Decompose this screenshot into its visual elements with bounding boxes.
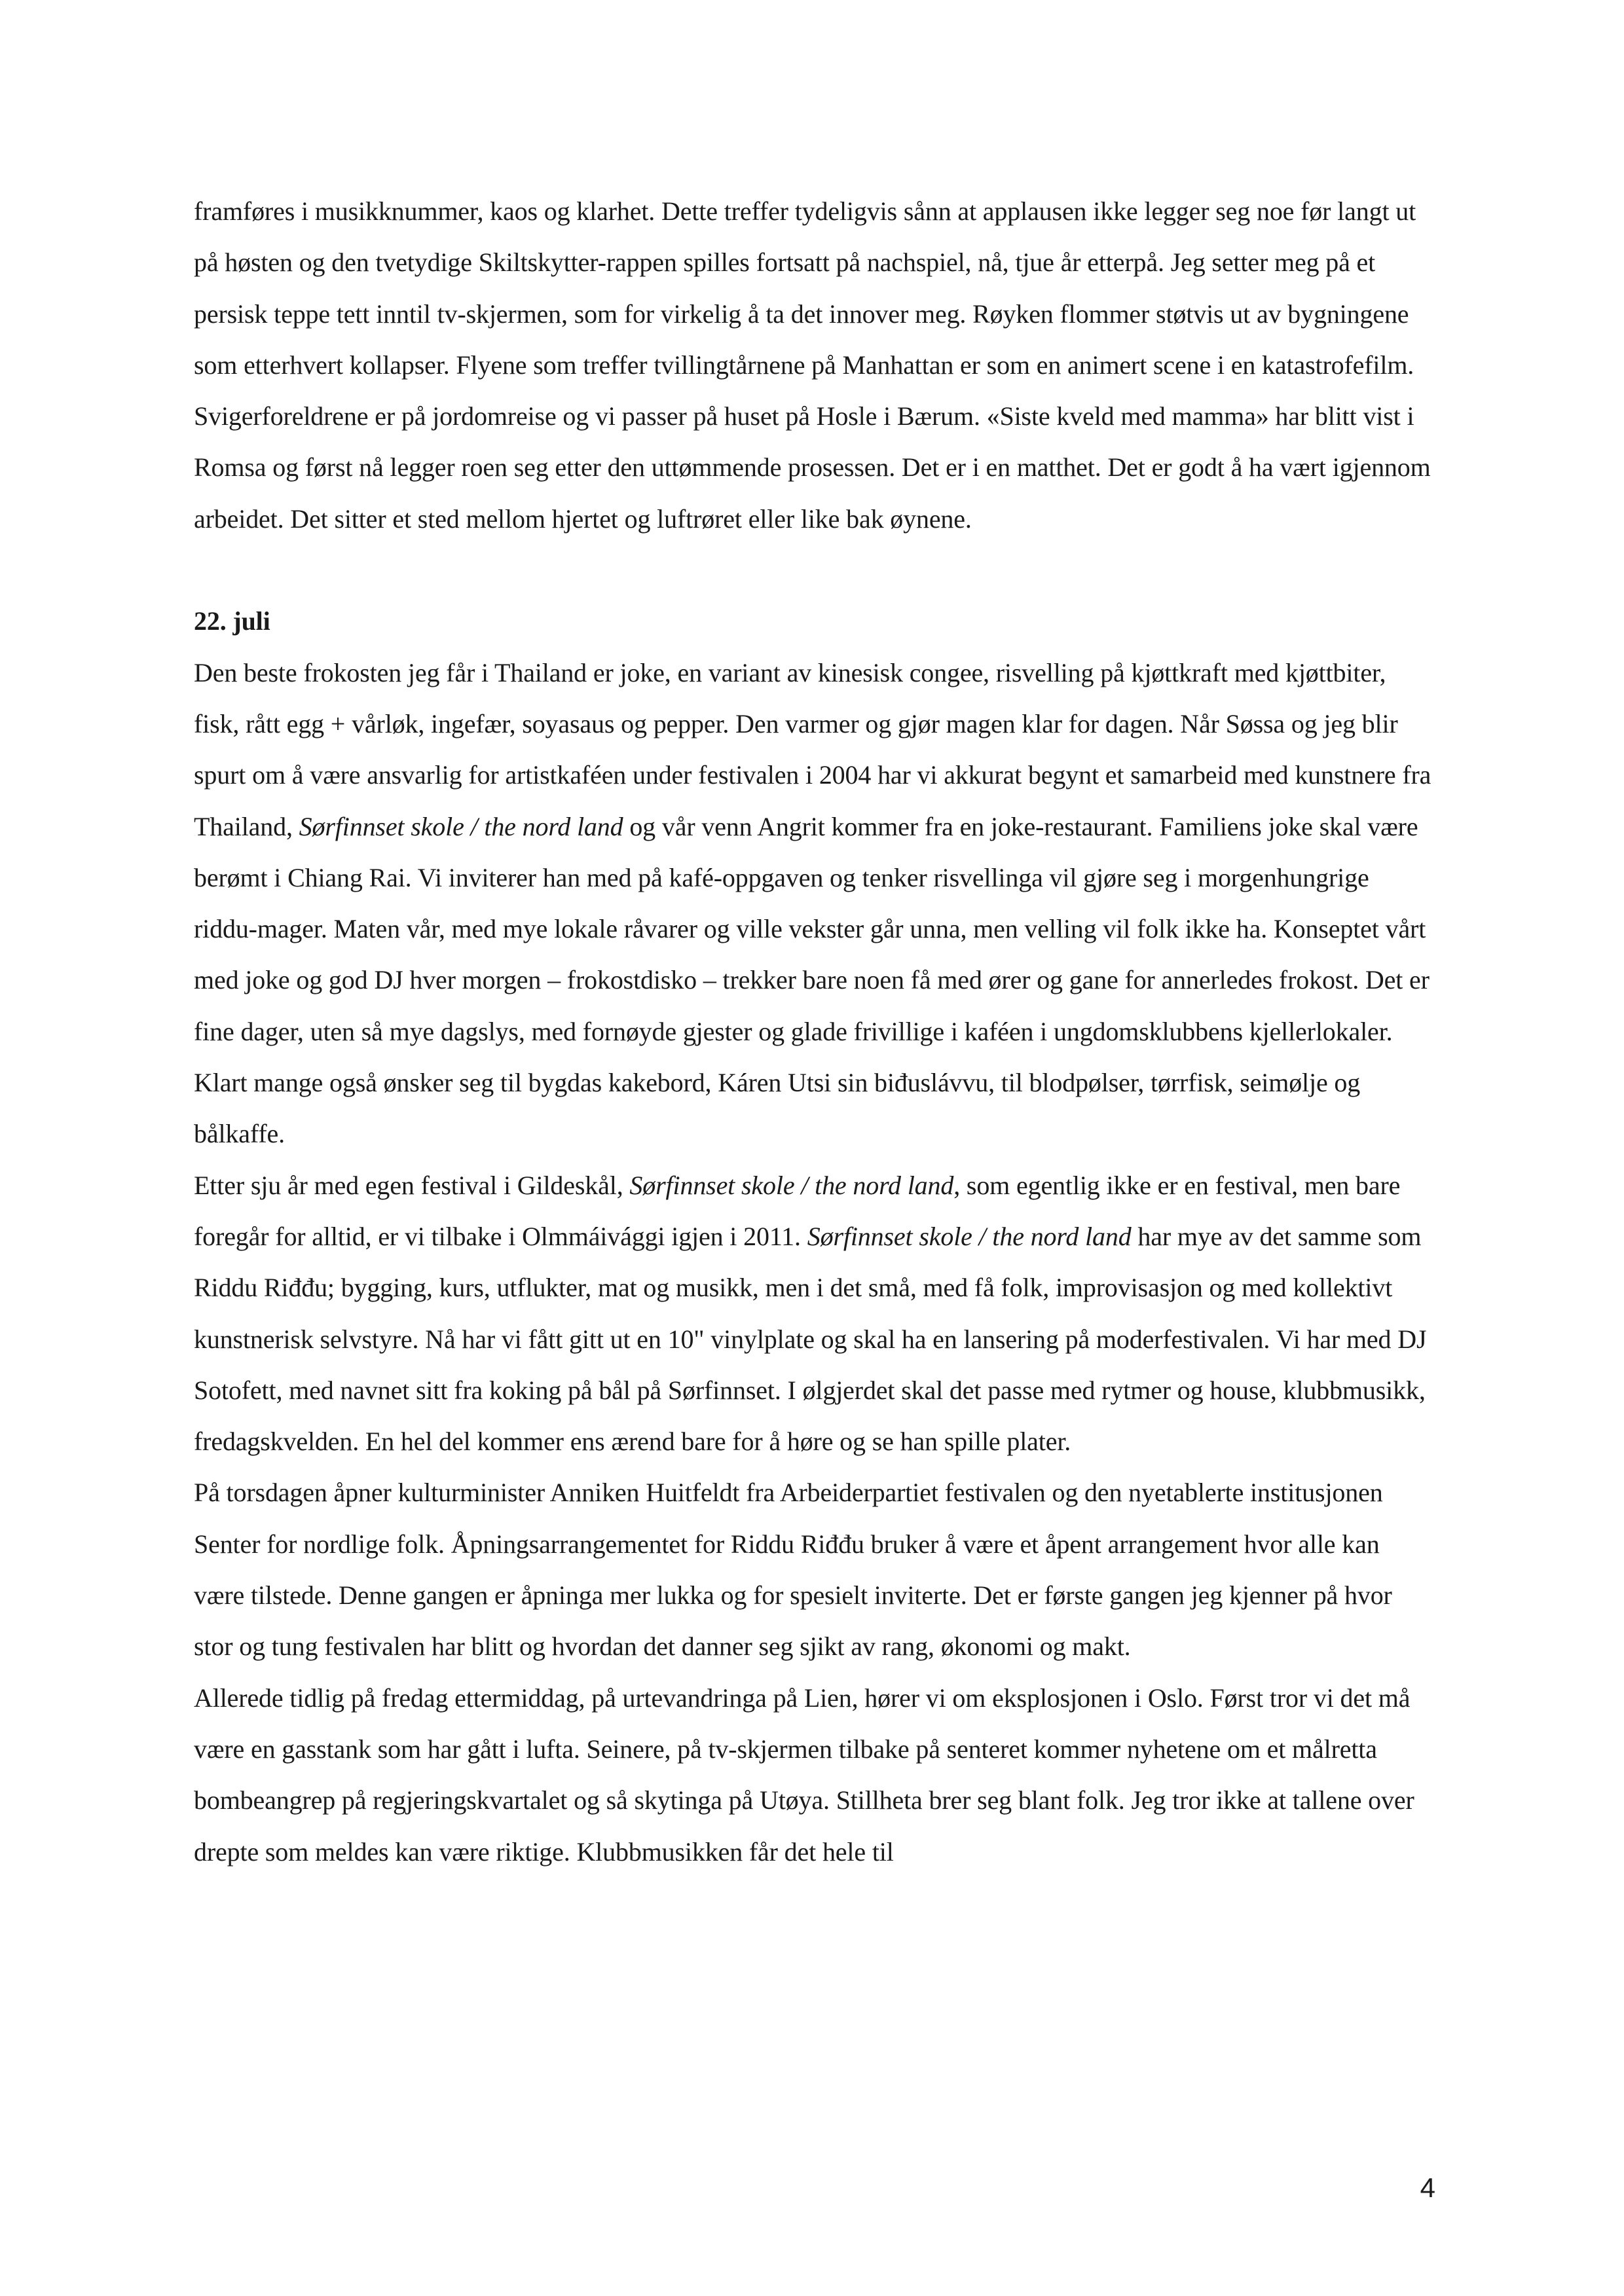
paragraph-2-text-b: , som egentlig ikke er en festival, men bare foregår for alltid, er vi tilbake i Olmmáivággi igjen i 2011. [194,1170,1401,1251]
paragraph-1 [194,647,1431,1160]
paragraph-continued: framføres i musikknummer, kaos og klarhet. Dette treffer tydeligvis sånn at applausen ikke legger seg noe før langt ut på høsten og den tvetydige Skiltskytter-rappen spilles fortsatt på nachspiel, nå, tjue år etterpå. Jeg setter meg på et persisk teppe tett inntil tv-skjermen, som for virkelig å ta det innover meg. Røyken flommer støtvis ut av bygningene som etterhvert kollapser. Flyene som treffer tvillingtårnene på Manhattan er som en animert scene i en katastrofefilm. Svigerforeldrene er på jordomreise og vi passer på huset på Hosle i Bærum. «Siste kveld med mamma» har blitt vist i Romsa og først nå legger roen seg etter den uttømmende prosessen. Det er i en matthet. Det er godt å ha vært igjennom arbeidet. Det sitter et sted mellom hjertet og luftrøret eller like bak øynene. [194,196,1431,534]
paragraph-2 [194,1160,1431,1468]
paragraph-2-text-c: har mye av det samme som Riddu Riđđu; bygging, kurs, utflukter, mat og musikk, men i det små, med få folk, improvisasjon og med kollektivt kunstnerisk selvstyre. Nå har vi fått gitt ut en 10" vinylplate og skal ha en lansering på moderfestivalen. Vi har med DJ Sotofett, med navnet sitt fra koking på bål på Sørfinnset. I ølgjerdet skal det passe med rytmer og house, klubbmusikk, fredagskvelden. En hel del kommer ens ærend bare for å høre og se han spille plater. [194,1221,1427,1457]
paragraph-4: Allerede tidlig på fredag ettermiddag, på urtevandringa på Lien, hører vi om eksplosjonen i Oslo. Først tror vi det må være en gasstank som har gått i lufta. Seinere, på tv-skjermen tilbake på senteret kommer nyhetene om et målretta bombeangrep på regjeringskvartalet og så skytinga på Utøya. Stillheta brer seg blant folk. Jeg tror ikke at tallene over drepte som meldes kan være riktige. Klubbmusikken får det hele til [194,1683,1414,1867]
paragraph-2-text-a: Etter sju år med egen festival i Gildeskål, [194,1170,630,1200]
italic-title: Sørfinnset skole / the nord land [629,1170,954,1200]
italic-title: Sørfinnset skole / the nord land [807,1221,1132,1251]
paragraph-3: På torsdagen åpner kulturminister Anniken Huitfeldt fra Arbeiderpartiet festivalen og den nyetablerte institusjonen Senter for nordlige folk. Åpningsarrangementet for Riddu Riđđu bruker å være et åpent arrangement hvor alle kan være tilstede. Denne gangen er åpninga mer lukka og for spesielt inviterte. Det er første gangen jeg kjenner på hvor stor og tung festivalen har blitt og hvordan det danner seg sjikt av rang, økonomi og makt. [194,1478,1392,1662]
page-number: 4 [1420,2172,1435,2203]
section-spacer [194,545,1431,596]
body-text [194,186,1431,1878]
paragraph-1-text-a: Den beste frokosten jeg får i Thailand er joke, en variant av kinesisk congee, risvelling på kjøttkraft med kjøttbiter, fisk, rått egg + vårløk, ingefær, soyasaus og pepper. Den varmer og gjør magen klar for dagen. Når Søssa og jeg blir spurt om å være ansvarlig for artistkaféen under festivalen i 2004 har vi akkurat begynt et samarbeid med kunstnere fra Thailand, [194,657,1431,841]
italic-title: Sørfinnset skole / the nord land [299,811,623,841]
paragraph-1-text-b: og vår venn Angrit kommer fra en joke-restaurant. Familiens joke skal være berømt i Chiang Rai. Vi inviterer han med på kafé-oppgaven og tenker risvellinga vil gjøre seg i morgenhungrige riddu-mager. Maten vår, med mye lokale råvarer og ville vekster går unna, men velling vil folk ikke ha. Konseptet vårt med joke og god DJ hver morgen – frokostdisko – trekker bare noen få med ører og gane for annerledes frokost. Det er fine dager, uten så mye dagslys, med fornøyde gjester og glade frivillige i kaféen i ungdomsklubbens kjellerlokaler. Klart mange også ønsker seg til bygdas kakebord, Káren Utsi sin biđuslávvu, til blodpølser, tørrfisk, seimølje og bålkaffe. [194,811,1430,1149]
section-heading: 22. juli [194,606,270,636]
